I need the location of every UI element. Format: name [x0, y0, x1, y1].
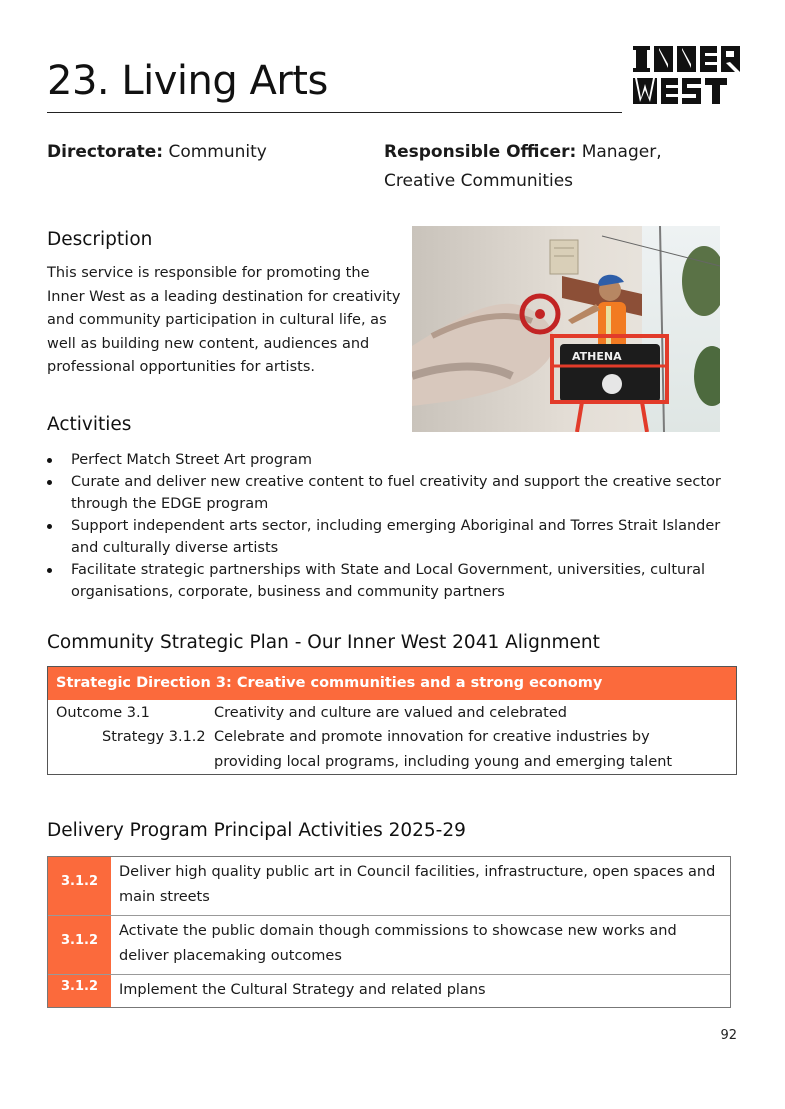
crate-label: ATHENA	[572, 350, 622, 363]
outcome-label: Outcome 3.1	[56, 705, 150, 721]
description-line: This service is responsible for promoting the	[47, 265, 370, 281]
inner-west-logo	[632, 44, 742, 106]
description-line: well as building new content, audiences and	[47, 335, 370, 352]
street-art-photo	[412, 226, 720, 432]
bullet-icon	[47, 480, 52, 485]
list-item: Perfect Match Street Art program	[47, 449, 737, 471]
description-line: Inner West as a leading destination for creativity	[47, 288, 401, 305]
page-title: 23. Living Arts	[47, 58, 328, 104]
table-row	[48, 974, 730, 1007]
table-row	[48, 915, 730, 974]
responsible-officer-value-line1: Manager,	[581, 142, 662, 162]
responsible-officer-label: Responsible Officer:	[384, 142, 577, 162]
strategic-direction: Strategic Direction 3: Creative communities and a strong economy	[48, 667, 736, 700]
directorate	[47, 138, 267, 167]
responsible-officer-value-line2: Creative Communities	[384, 171, 574, 191]
activity-text: Activate the public domain though commissions to showcase new works and deliver placemaking outcomes	[119, 923, 677, 964]
activity-text: Deliver high quality public art in Council facilities, infrastructure, open spaces and main streets	[119, 864, 716, 905]
bullet-icon	[47, 458, 52, 463]
list-item: Curate and deliver new creative content to fuel creativity and support the creative sector through the EDGE program	[47, 471, 737, 515]
list-item: Support independent arts sector, including emerging Aboriginal and Torres Strait Islander and culturally diverse artists	[47, 515, 737, 559]
csp-heading: Community Strategic Plan - Our Inner West 2041 Alignment	[47, 632, 600, 653]
delivery-activities-table	[47, 856, 731, 1008]
activities-heading: Activities	[47, 414, 132, 435]
responsible-officer	[384, 138, 714, 196]
activity-code: 3.1.2	[48, 857, 111, 915]
description-heading: Description	[47, 229, 153, 250]
directorate-label: Directorate:	[47, 142, 164, 162]
csp-alignment-table	[47, 666, 737, 775]
strategy-label: Strategy 3.1.2	[102, 729, 206, 745]
description-text	[47, 262, 407, 380]
delivery-heading: Delivery Program Principal Activities 2025-29	[47, 820, 466, 841]
bullet-icon	[47, 568, 52, 573]
directorate-value: Community	[168, 142, 267, 162]
activity-text: Implement the Cultural Strategy and related plans	[119, 982, 486, 998]
activity-code: 3.1.2	[48, 975, 111, 1007]
outcome-text: Creativity and culture are valued and celebrated	[214, 705, 567, 721]
page-number: 92	[720, 1028, 737, 1043]
strategy-text-line2: providing local programs, including young and emerging talent	[214, 754, 673, 770]
bullet-icon	[47, 524, 52, 529]
activities-list	[47, 449, 737, 603]
description-line: and community participation in cultural life, as	[47, 312, 387, 328]
table-row	[48, 857, 730, 915]
list-item: Facilitate strategic partnerships with State and Local Government, universities, cultural organisations, corporate, business and community partners	[47, 559, 737, 603]
activity-code: 3.1.2	[48, 916, 111, 974]
description-line: professional opportunities for artists.	[47, 359, 315, 375]
title-divider	[47, 112, 622, 113]
strategy-text-line1: Celebrate and promote innovation for creative industries by	[214, 729, 650, 745]
